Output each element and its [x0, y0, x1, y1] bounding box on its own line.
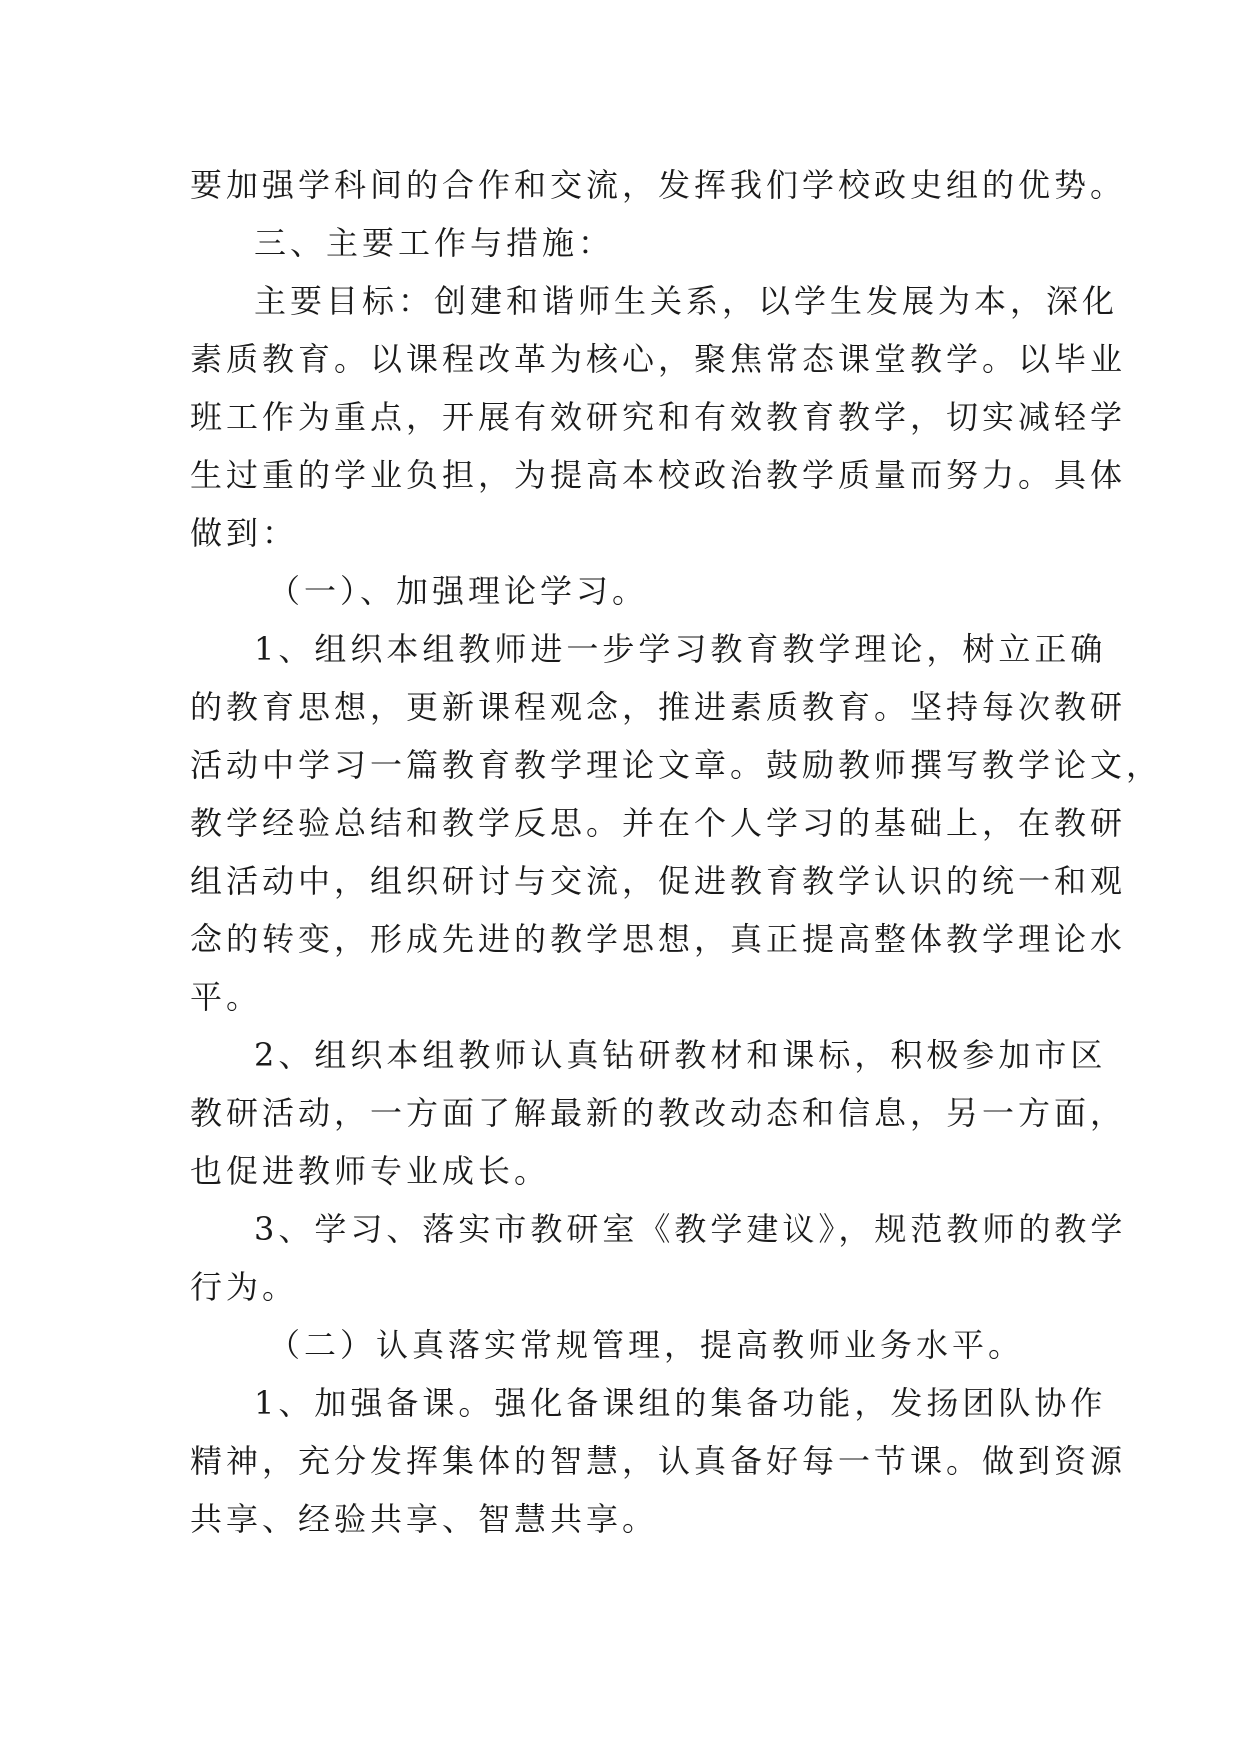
- text-line: 教学经验总结和教学反思。并在个人学习的基础上，在教研: [190, 804, 1127, 842]
- text-line: 素质教育。以课程改革为核心，聚焦常态课堂教学。以毕业: [190, 340, 1127, 378]
- text-line: 教研活动，一方面了解最新的教改动态和信息，另一方面，: [190, 1094, 1127, 1132]
- subsection-heading: （二）认真落实常规管理，提高教师业务水平。: [268, 1326, 1025, 1364]
- subsection-heading: （一）、加强理论学习。: [268, 572, 649, 610]
- text-line: 活动中学习一篇教育教学理论文章。鼓励教师撰写教学论文，: [190, 746, 1163, 784]
- text-line: 3、学习、落实市教研室《教学建议》，规范教师的教学: [254, 1210, 1127, 1248]
- text-line: 共享、经验共享、智慧共享。: [190, 1500, 659, 1538]
- text-line: 要加强学科间的合作和交流，发挥我们学校政史组的优势。: [190, 166, 1127, 204]
- text-line: 1、加强备课。强化备课组的集备功能，发扬团队协作: [254, 1384, 1107, 1422]
- text-line: 做到：: [190, 514, 299, 552]
- text-line: 也促进教师专业成长。: [190, 1152, 551, 1190]
- text-line: 行为。: [190, 1268, 299, 1306]
- text-line: 平。: [190, 978, 263, 1016]
- text-line: 生过重的学业负担，为提高本校政治教学质量而努力。具体: [190, 456, 1127, 494]
- text-line: 精神，充分发挥集体的智慧，认真备好每一节课。做到资源: [190, 1442, 1127, 1480]
- text-line: 班工作为重点，开展有效研究和有效教育教学，切实减轻学: [190, 398, 1127, 436]
- text-line: 2、组织本组教师认真钻研教材和课标，积极参加市区: [254, 1036, 1107, 1074]
- text-line: 组活动中，组织研讨与交流，促进教育教学认识的统一和观: [190, 862, 1127, 900]
- section-heading: 三、主要工作与措施：: [254, 224, 615, 262]
- document-body: [190, 156, 1163, 1548]
- text-line: 主要目标：创建和谐师生关系，以学生发展为本，深化: [254, 282, 1119, 320]
- text-line: 念的转变，形成先进的教学思想，真正提高整体教学理论水: [190, 920, 1127, 958]
- text-line: 的教育思想，更新课程观念，推进素质教育。坚持每次教研: [190, 688, 1127, 726]
- text-line: 1、组织本组教师进一步学习教育教学理论，树立正确: [254, 630, 1107, 668]
